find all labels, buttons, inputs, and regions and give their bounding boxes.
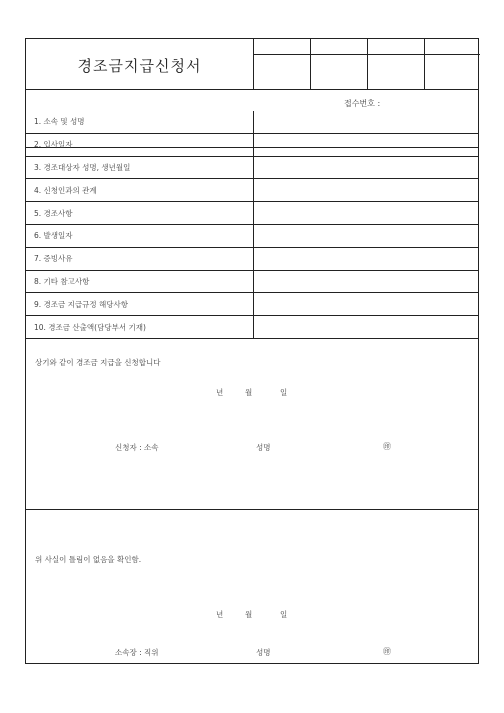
approval-sign-cell[interactable] <box>311 55 368 89</box>
table-row <box>26 179 478 202</box>
item-value-field[interactable] <box>254 134 478 156</box>
table-row <box>26 157 478 180</box>
table-row <box>26 293 478 316</box>
condolence-payment-form <box>25 38 479 664</box>
approval-sign-cell[interactable] <box>254 55 311 89</box>
head-name-label: 성명 <box>256 648 271 657</box>
table-row <box>26 316 478 339</box>
application-statement: 상기와 같이 경조금 지급을 신청합니다 <box>35 358 161 367</box>
item-label: 8. 기타 참고사항 <box>26 271 254 293</box>
item-label: 10. 경조금 산출액(담당부서 기재) <box>26 316 254 338</box>
table-row <box>26 202 478 225</box>
seal-mark: ㊞ <box>383 442 391 451</box>
date-month-label: 월 <box>245 388 253 397</box>
item-label: 9. 경조금 지급규정 해당사항 <box>26 293 254 315</box>
confirmation-statement: 위 사실이 틀림이 없음을 확인함. <box>35 555 142 564</box>
item-label: 6. 발생일자 <box>26 225 254 247</box>
item-table <box>26 111 478 339</box>
head-position-label: 소속장 : 직위 <box>115 648 159 657</box>
date-day-label: 일 <box>280 388 288 397</box>
approval-header-cell <box>425 39 480 55</box>
date-day-label: 일 <box>280 610 288 619</box>
item-value-field[interactable] <box>254 293 478 315</box>
approval-box <box>254 39 480 89</box>
table-row <box>26 271 478 294</box>
item-label: 3. 경조대상자 성명, 생년월일 <box>26 157 254 179</box>
item-label: 1. 소속 및 성명 <box>26 111 254 133</box>
approval-sign-cell[interactable] <box>425 55 480 89</box>
approval-header-cell <box>311 39 368 55</box>
table-row <box>26 111 478 134</box>
date-year-label: 년 <box>216 610 224 619</box>
item-label: 5. 경조사항 <box>26 202 254 224</box>
receipt-number-label: 접수번호 : <box>344 99 381 108</box>
item-value-field[interactable] <box>254 248 478 270</box>
form-title: 경조금지급신청서 <box>77 56 202 75</box>
item-value-field[interactable] <box>254 316 478 338</box>
title-cell <box>26 39 254 89</box>
table-row <box>26 134 478 157</box>
item-value-field[interactable] <box>254 225 478 247</box>
item-label: 4. 신청인과의 관계 <box>26 179 254 201</box>
item-value-field[interactable] <box>254 271 478 293</box>
date-month-label: 월 <box>245 610 253 619</box>
item-value-field[interactable] <box>254 179 478 201</box>
application-section <box>26 340 478 510</box>
item-label: 2. 입사일자 <box>26 134 254 156</box>
table-row <box>26 248 478 271</box>
seal-mark: ㊞ <box>383 647 391 656</box>
date-year-label: 년 <box>216 388 224 397</box>
confirmation-section <box>26 510 478 663</box>
item-value-field[interactable] <box>254 202 478 224</box>
item-value-field[interactable] <box>254 157 478 179</box>
approval-sign-cell[interactable] <box>368 55 425 89</box>
table-row <box>26 225 478 248</box>
applicant-name-label: 성명 <box>256 443 271 452</box>
item-value-field[interactable] <box>254 111 478 133</box>
applicant-affiliation-label: 신청자 : 소속 <box>115 443 159 452</box>
item-label: 7. 증빙사유 <box>26 248 254 270</box>
approval-header-cell <box>368 39 425 55</box>
approval-header-cell <box>254 39 311 55</box>
